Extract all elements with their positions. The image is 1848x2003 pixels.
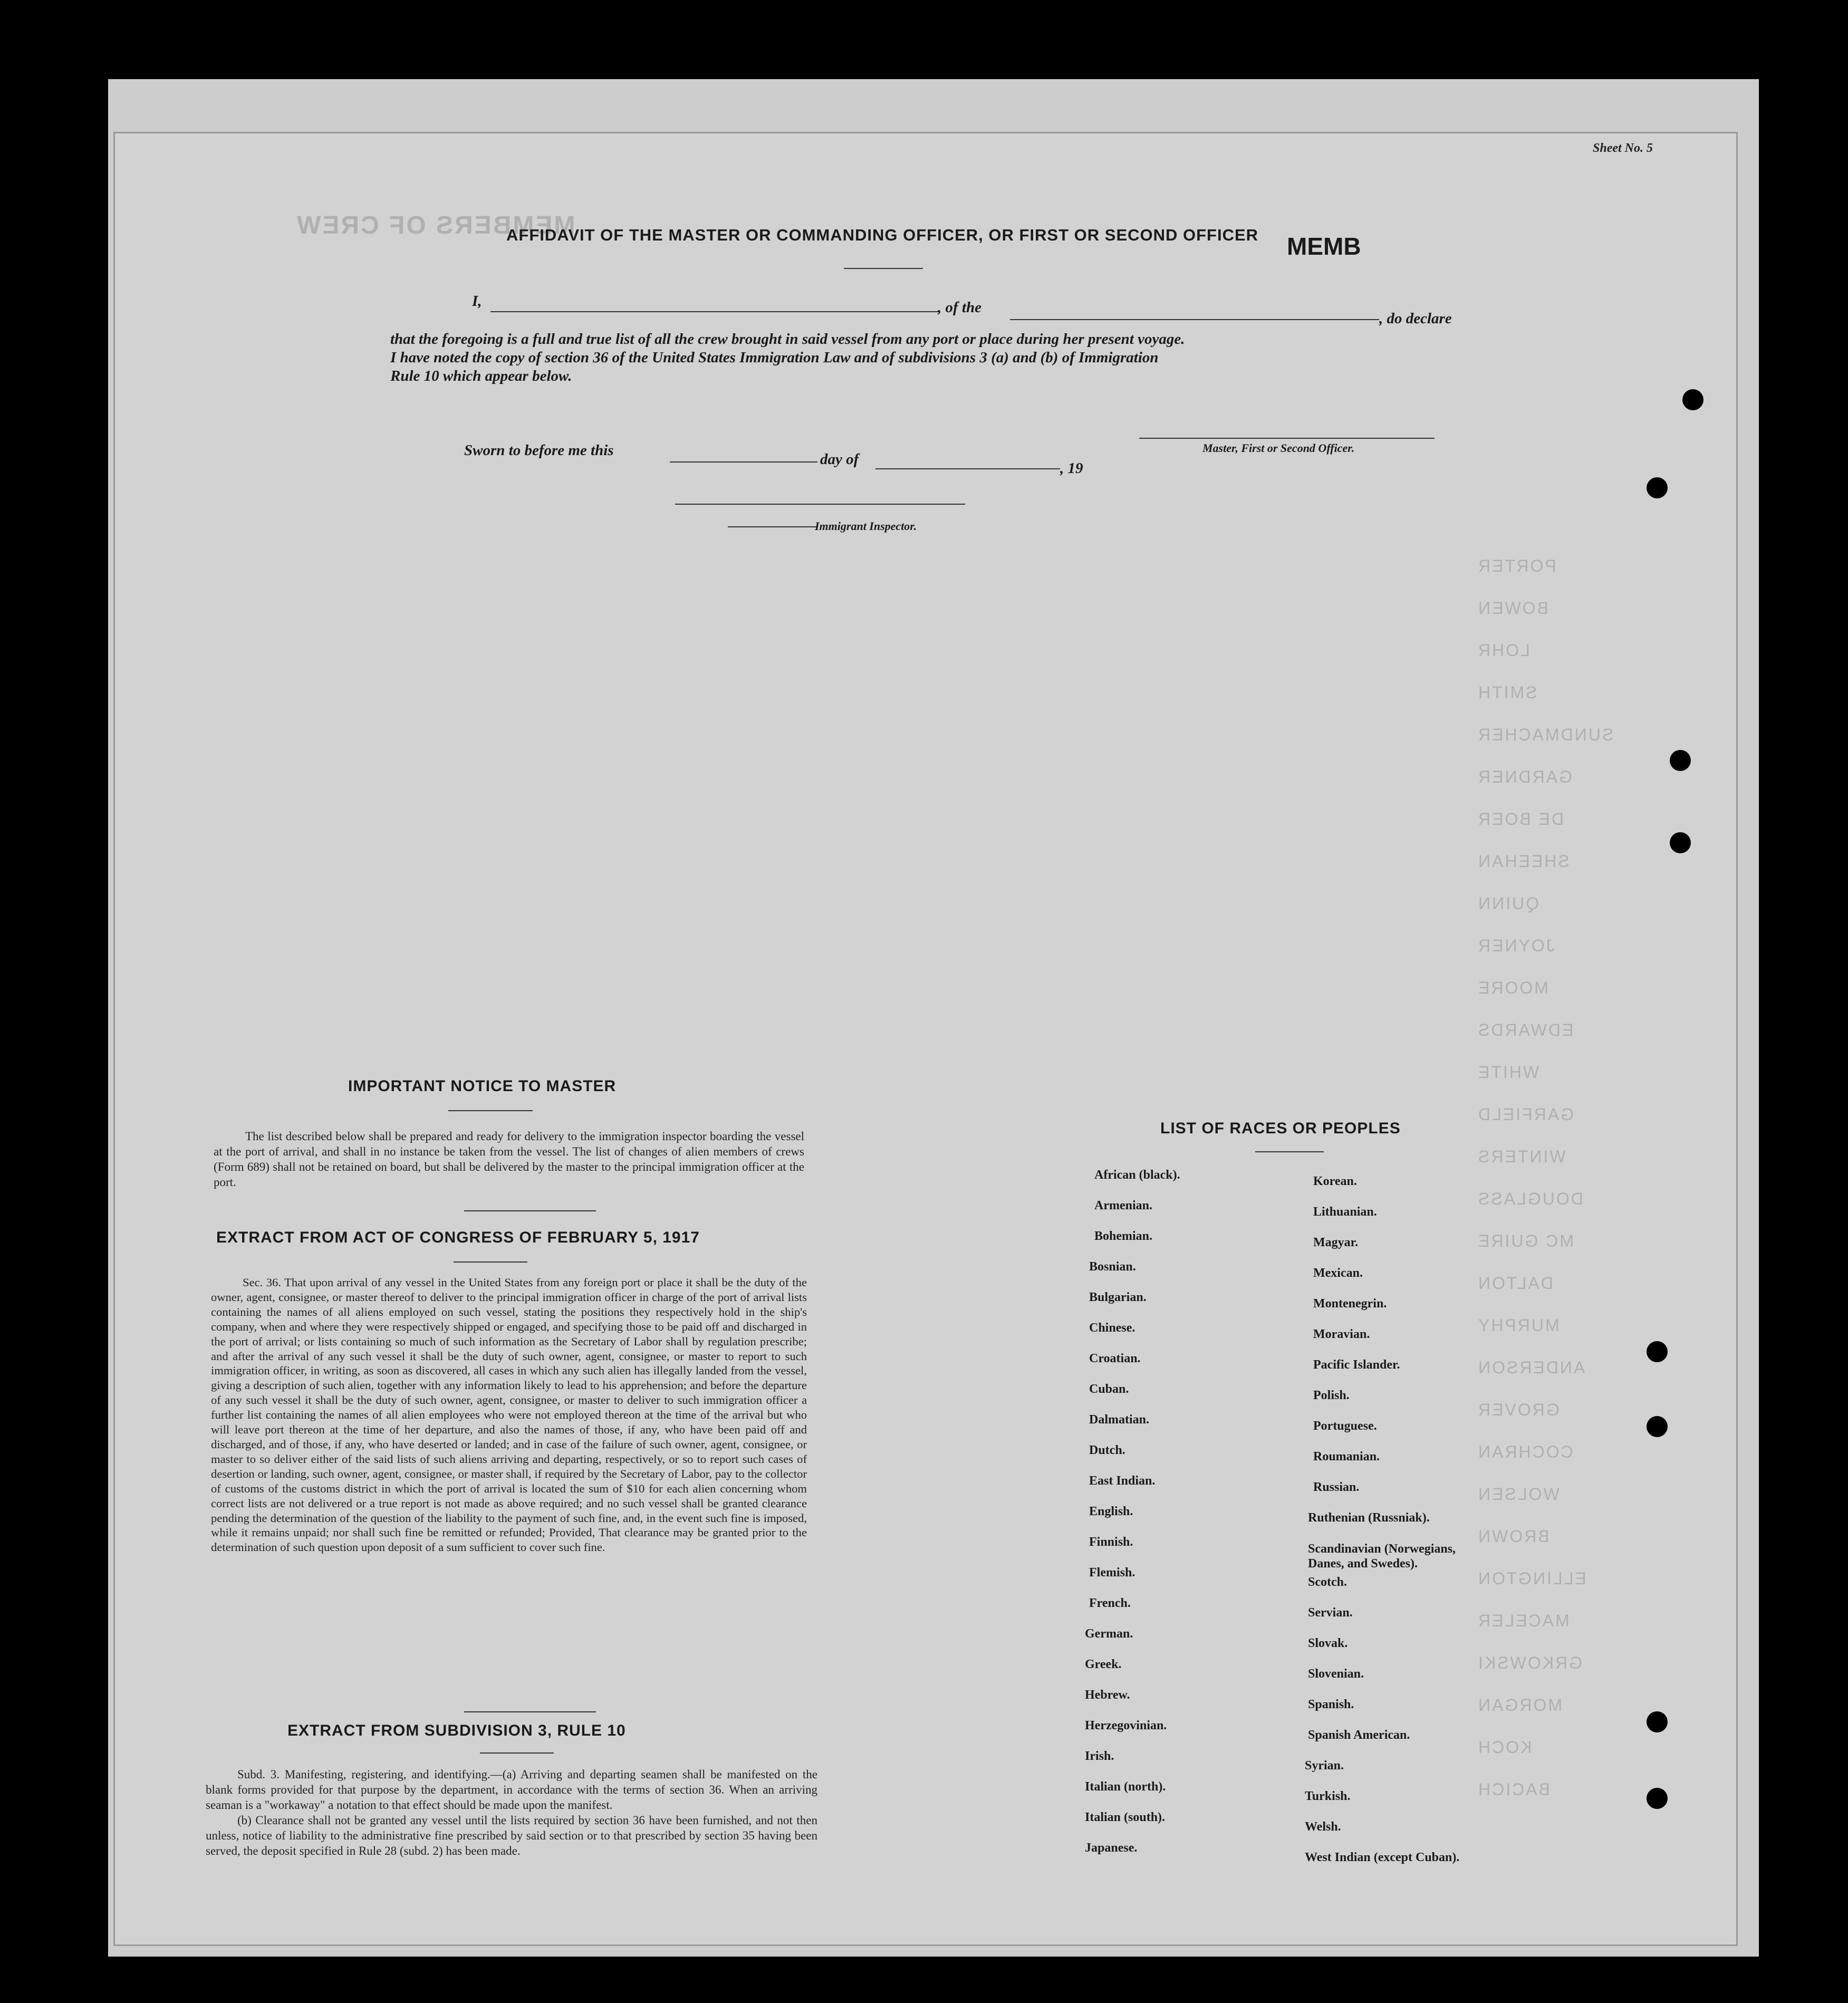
race-right-item: Servian.	[1308, 1606, 1353, 1620]
race-left-item: English.	[1089, 1505, 1133, 1518]
bleed-through-name: GROVER	[1477, 1400, 1560, 1419]
binder-hole	[1647, 477, 1668, 498]
master-signature-line[interactable]	[1139, 438, 1435, 439]
affidavit-line-2: that the foregoing is a full and true list of all the crew brought in said vessel from any port or place during her present voyage.	[390, 331, 1185, 348]
bleed-through-name: KOCH	[1477, 1738, 1532, 1757]
sheet-number	[1593, 141, 1653, 156]
bleed-through-name: ANDERSON	[1477, 1358, 1585, 1377]
bleed-through-name: WHITE	[1477, 1063, 1539, 1082]
affidavit-name-blank[interactable]	[490, 311, 939, 312]
races-title: LIST OF RACES OR PEOPLES	[1160, 1120, 1401, 1137]
race-right-item: Pacific Islander.	[1313, 1358, 1400, 1372]
bleed-through-name: JOYNER	[1477, 936, 1555, 955]
race-left-item: Bulgarian.	[1089, 1291, 1147, 1304]
race-left-item: Flemish.	[1089, 1566, 1135, 1580]
race-left-item: Greek.	[1085, 1658, 1122, 1671]
bleed-through-name: BROWN	[1477, 1527, 1549, 1546]
race-right-item: Scandinavian (Norwegians, Danes, and Swedes).	[1308, 1542, 1456, 1571]
rule-extract-para-a: Subd. 3. Manifesting, registering, and identifying.—(a) Arriving and departing seamen shall be manifested on the blank forms provided for that purpose by the department, in accordance with the terms of section 36. When an arriving seaman is a "workaway" a notation to that effect should be made upon the manifest.	[206, 1768, 817, 1812]
rule-extract-body	[206, 1767, 817, 1858]
race-left-item: Irish.	[1085, 1749, 1114, 1763]
binder-hole	[1682, 389, 1703, 410]
race-left-item: Italian (south).	[1085, 1811, 1166, 1824]
bleed-through-name: BOWEN	[1477, 599, 1548, 618]
sworn-text: Sworn to before me this	[464, 442, 614, 459]
sworn-day-of: day of	[820, 451, 859, 468]
rule-extract-title-rule	[480, 1752, 554, 1754]
race-left-item: Japanese.	[1085, 1841, 1138, 1855]
race-right-item: Portuguese.	[1313, 1419, 1377, 1433]
race-right-item: Ruthenian (Russniak).	[1308, 1511, 1430, 1525]
race-right-item: Scotch.	[1308, 1575, 1347, 1589]
race-left-item: Italian (north).	[1085, 1780, 1166, 1794]
binder-hole	[1670, 832, 1691, 853]
binder-hole	[1670, 750, 1691, 771]
binder-hole	[1647, 1788, 1668, 1809]
sworn-month-blank[interactable]	[875, 468, 1060, 469]
affidavit-title: AFFIDAVIT OF THE MASTER OR COMMANDING OFFICER, OR FIRST OR SECOND OFFICER	[506, 226, 1259, 244]
race-right-item: Lithuanian.	[1313, 1205, 1377, 1219]
bleed-through-name: MC GUIRE	[1477, 1231, 1574, 1250]
bleed-memb: MEMB	[1287, 233, 1361, 260]
inspector-upper-rule	[675, 504, 965, 505]
race-right-item: Moravian.	[1313, 1327, 1370, 1341]
race-left-item: Armenian.	[1094, 1199, 1152, 1212]
affidavit-line-1-declare: , do declare	[1379, 310, 1452, 327]
race-right-item: Syrian.	[1305, 1759, 1344, 1773]
notice-title-rule	[448, 1110, 533, 1111]
race-right-item: Russian.	[1313, 1480, 1360, 1494]
act-extract-body: Sec. 36. That upon arrival of any vessel in the United States from any foreign port or place it shall be the duty of the owner, agent, consignee, or master thereof to deliver to the principal immigration officer in charge of the port of arrival lists containing the names of all aliens employed on such vessel, stating the positions they respectively hold in the ship's company, when and where they were respectively shipped or engaged, and specifying those to be paid off and discharged in the port of arrival; or lists containing so much of such information as the Secretary of Labor shall by regulation prescribe; and after the arrival of any such vessel it shall be the duty of such owner, agent, consignee, or master to report to such immigration officer, in writing, as soon as discovered, all cases in which any such alien has illegally landed from the vessel, giving a description of such alien, together with any information likely to lead to his apprehension; and before the departure of any such vessel it shall be the duty of such owner, agent, consignee, or master to deliver to such immigration officer a further list containing the names of all alien employees who were not employed thereon at the time of the arrival but who will leave port thereon at the time of her departure, and also the names of those, if any, who have been paid off and discharged, and of those, if any, who have deserted or landed; and in case of the failure of such owner, agent, consignee, or master to so deliver either of the said lists of such aliens arriving and departing, respectively, or so to report such cases of desertion or landing, such owner, agent, consignee, or master shall, if required by the Secretary of Labor, pay to the collector of customs of the customs district in which the port of arrival is located the sum of $10 for each alien concerning whom correct lists are not delivered or a true report is not made as above required; and no such vessel shall be granted clearance pending the determination of the question of the liability to the payment of such fine, and, in the event such fine is imposed, while it remains unpaid; nor shall such fine be remitted or refunded; Provided, That clearance may be granted prior to the determination of such question upon deposit of a sum sufficient to cover such fine.	[211, 1276, 807, 1554]
act-separator	[464, 1711, 596, 1712]
bleed-through-name: EDWARDS	[1477, 1020, 1574, 1039]
bleed-through-name: GARDNER	[1477, 767, 1573, 786]
race-left-item: French.	[1089, 1596, 1131, 1610]
bleed-through-name: MORGAN	[1477, 1696, 1562, 1715]
bleed-through-name: QUINN	[1477, 894, 1539, 913]
race-right-item: West Indian (except Cuban).	[1305, 1851, 1460, 1864]
affidavit-line-1: I,	[472, 293, 482, 310]
race-left-item: Dalmatian.	[1089, 1413, 1149, 1427]
race-left-item: Bosnian.	[1089, 1260, 1136, 1274]
rule-extract-para-b: (b) Clearance shall not be granted any vessel until the lists required by section 36 have been furnished, and not then unless, notice of liability to the administrative fine prescribed by said section or to that prescribed by section 35 having been served, the deposit specified in Rule 28 (subd. 2) has been made.	[206, 1814, 817, 1857]
sworn-date-blank[interactable]	[670, 461, 817, 463]
act-extract-title-rule	[454, 1261, 527, 1263]
race-left-item: African (black).	[1094, 1168, 1180, 1182]
race-left-item: Dutch.	[1089, 1443, 1125, 1457]
race-left-item: German.	[1085, 1627, 1133, 1641]
affidavit-line-3: I have noted the copy of section 36 of the United States Immigration Law and of subdivisions 3 (a) and (b) of Immigration	[390, 349, 1159, 366]
race-right-item: Slovak.	[1308, 1636, 1348, 1650]
race-right-item: Mexican.	[1313, 1266, 1363, 1280]
bleed-through-name: COCHRAN	[1477, 1442, 1573, 1461]
affidavit-line-1-of: , of the	[938, 299, 981, 316]
inspector-signature-label: Immigrant Inspector.	[815, 519, 917, 533]
sheet-number-label: Sheet No.	[1593, 141, 1643, 155]
race-left-item: Chinese.	[1089, 1321, 1135, 1335]
sheet-number-value: 5	[1647, 141, 1653, 155]
race-right-item: Korean.	[1313, 1174, 1357, 1188]
race-right-item: Slovenian.	[1308, 1667, 1364, 1681]
race-left-item: Finnish.	[1089, 1535, 1133, 1549]
bleed-through-name: GARFIELD	[1477, 1105, 1574, 1124]
binder-hole	[1647, 1341, 1668, 1362]
race-left-item: Bohemian.	[1094, 1229, 1153, 1243]
act-extract-title: EXTRACT FROM ACT OF CONGRESS OF FEBRUARY 5, 1917	[216, 1229, 700, 1246]
race-right-item: Turkish.	[1305, 1789, 1351, 1803]
affidavit-title-rule	[844, 268, 923, 269]
affidavit-line-4: Rule 10 which appear below.	[390, 368, 572, 384]
bleed-through-name: MURPHY	[1477, 1316, 1560, 1335]
sworn-year: , 19	[1060, 460, 1083, 477]
affidavit-vessel-blank[interactable]	[1010, 319, 1379, 320]
race-right-item: Polish.	[1313, 1389, 1350, 1402]
binder-hole	[1647, 1711, 1668, 1732]
race-left-item: Herzegovinian.	[1085, 1719, 1167, 1732]
bleed-through-name: WOLSEN	[1477, 1485, 1560, 1504]
bleed-through-name: LOHR	[1477, 641, 1530, 660]
bleed-through-name: BACICH	[1477, 1780, 1550, 1799]
bleed-through-name: DOUGLASS	[1477, 1189, 1583, 1208]
bleed-through-name: SHEEHAN	[1477, 852, 1570, 871]
master-signature-label: Master, First or Second Officer.	[1202, 441, 1355, 455]
race-right-item: Montenegrin.	[1313, 1297, 1387, 1311]
race-left-item: Cuban.	[1089, 1382, 1129, 1396]
race-right-item: Spanish American.	[1308, 1728, 1410, 1742]
bleed-through-name: MOORE	[1477, 978, 1548, 997]
inspector-signature-line[interactable]	[728, 526, 817, 527]
races-title-rule	[1255, 1151, 1324, 1152]
race-right-item: Spanish.	[1308, 1698, 1354, 1711]
race-right-item: Welsh.	[1305, 1820, 1341, 1834]
bleed-through-name: PORTER	[1477, 556, 1556, 575]
bleed-through-name: WINTERS	[1477, 1147, 1566, 1166]
bleed-through-name: MACELER	[1477, 1611, 1570, 1630]
notice-body: The list described below shall be prepared and ready for delivery to the immigration inspector boarding the vessel at the port of arrival, and shall in no instance be taken from the vessel. The list of changes of alien members of crews (Form 689) shall not be retained on board, but shall be delivered by the master to the principal immigration officer at the port.	[214, 1130, 804, 1189]
notice-separator	[464, 1210, 596, 1211]
race-left-item: East Indian.	[1089, 1474, 1156, 1488]
bleed-through-name: SMITH	[1477, 683, 1537, 702]
race-right-item: Roumanian.	[1313, 1450, 1380, 1463]
race-left-item: Hebrew.	[1085, 1688, 1130, 1702]
race-right-item: Magyar.	[1313, 1236, 1359, 1249]
rule-extract-title: EXTRACT FROM SUBDIVISION 3, RULE 10	[287, 1722, 626, 1739]
bleed-through-name: DALTON	[1477, 1274, 1553, 1293]
bleed-through-header: MEMBERS OF CREW	[295, 211, 575, 239]
binder-hole	[1647, 1416, 1668, 1437]
bleed-through-name: ELLINGTON	[1477, 1569, 1586, 1588]
bleed-through-name: SUNDMACHER	[1477, 725, 1614, 744]
notice-title: IMPORTANT NOTICE TO MASTER	[348, 1077, 617, 1095]
race-left-item: Croatian.	[1089, 1352, 1141, 1365]
bleed-through-name: DE BOER	[1477, 810, 1564, 829]
bleed-through-name: GRKOWSKI	[1477, 1653, 1583, 1672]
